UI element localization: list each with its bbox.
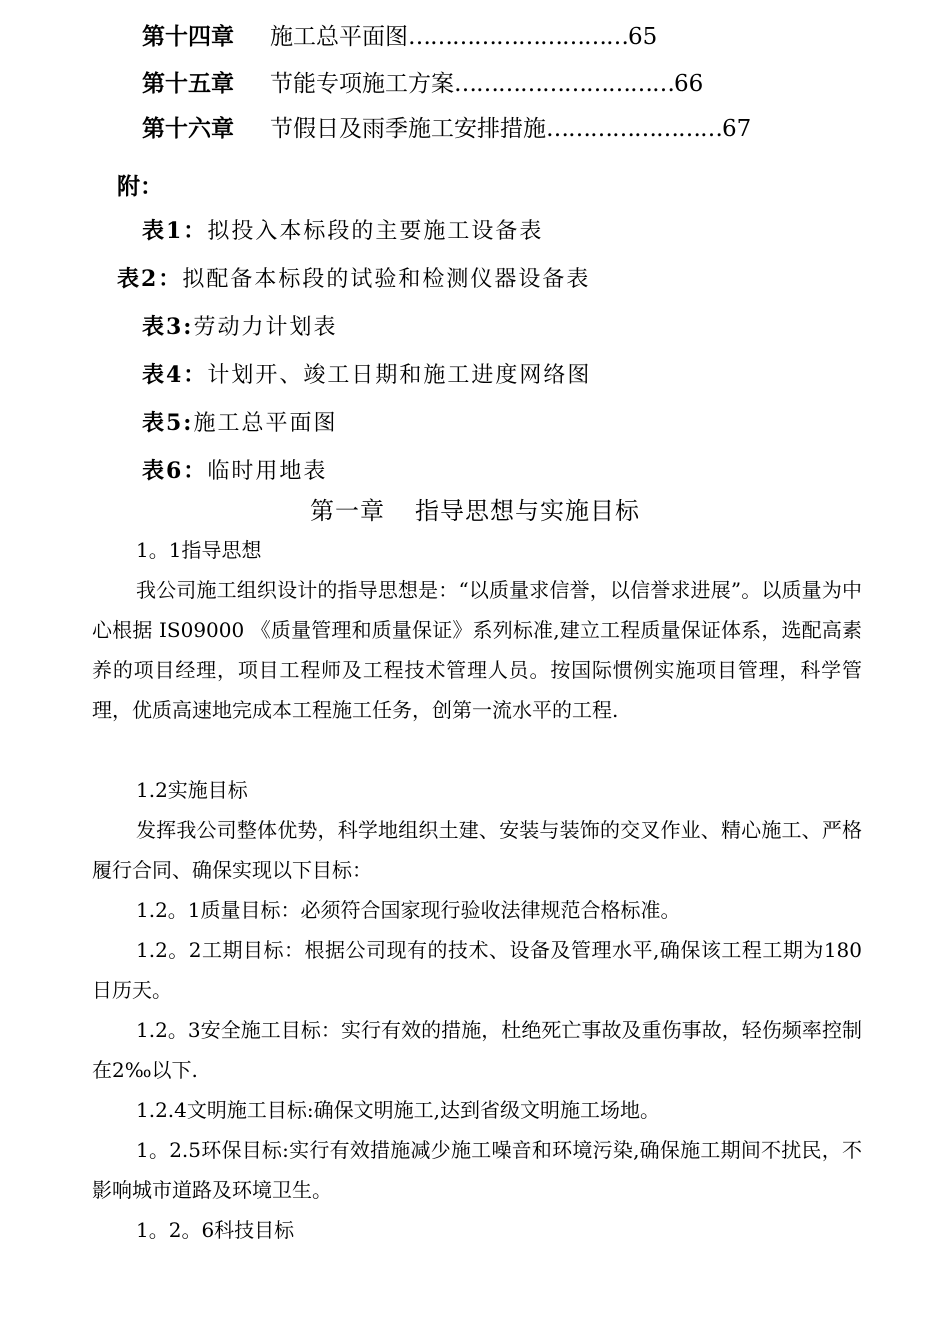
attachment-text: 劳动力计划表	[193, 315, 338, 340]
chapter-name: 指导思想与实施目标	[415, 497, 640, 525]
body-paragraph: 我公司施工组织设计的指导思想是：“以质量求信誉，以信誉求进展”。以质量为中心根据 IS09000 《质量管理和质量保证》系列标准,建立工程质量保证体系，选配高素养的项目经理，项目工程师及工程技术管理人员。按国际惯例实施项目管理，科学管理，优质高速地完成本工程施工任务，创第一流水平的工程.	[92, 578, 862, 722]
toc-title: 施工总平面图	[270, 24, 408, 50]
toc-dots: …………………………	[408, 24, 628, 50]
attachment-number: 表4：	[142, 362, 208, 388]
attachment-item	[142, 454, 327, 485]
toc-entry	[142, 65, 703, 98]
attachment-text: 临时用地表	[207, 459, 328, 484]
attachment-number: 表2：	[117, 266, 183, 292]
chapter-title	[0, 491, 950, 526]
toc-dots: ……………………	[546, 116, 722, 142]
attachment-number: 表6：	[142, 458, 208, 484]
attachment-number: 表5:	[142, 410, 194, 436]
toc-entry	[142, 110, 751, 143]
attachment-item	[142, 310, 337, 341]
appendix-label: 附：	[117, 173, 163, 200]
toc-page: 66	[674, 71, 704, 97]
toc-page: 65	[628, 24, 658, 50]
toc-chapter: 第十五章	[142, 70, 234, 97]
toc-chapter: 第十四章	[142, 23, 234, 50]
goal-item: 1.2。2工期目标：根据公司现有的技术、设备及管理水平,确保该工程工期为180日历天。	[92, 938, 862, 1002]
attachment-number: 表1：	[142, 218, 208, 244]
section-heading: 1。1指导思想	[136, 538, 262, 562]
attachment-item	[142, 214, 543, 245]
toc-chapter: 第十六章	[142, 115, 234, 142]
toc-title: 节假日及雨季施工安排措施	[270, 116, 546, 142]
goal-item: 1。2.5环保目标:实行有效措施减少施工噪音和环境污染,确保施工期间不扰民，不影响城市道路及环境卫生。	[92, 1138, 862, 1202]
attachment-text: 拟投入本标段的主要施工设备表	[207, 219, 544, 244]
goal-item: 1。2。6科技目标	[136, 1218, 295, 1242]
toc-title: 节能专项施工方案	[270, 71, 454, 97]
attachment-item	[117, 262, 590, 293]
goal-item: 1.2。1质量目标：必须符合国家现行验收法律规范合格标准。	[136, 898, 681, 922]
attachment-item	[142, 406, 337, 437]
attachment-text: 计划开、竣工日期和施工进度网络图	[207, 363, 592, 388]
toc-page: 67	[722, 116, 752, 142]
toc-dots: …………………………	[454, 71, 674, 97]
body-paragraph: 发挥我公司整体优势，科学地组织土建、安装与装饰的交叉作业、精心施工、严格履行合同、确保实现以下目标：	[92, 818, 862, 882]
section-heading: 1.2实施目标	[136, 778, 248, 802]
attachment-text: 施工总平面图	[193, 411, 338, 436]
attachment-number: 表3:	[142, 314, 194, 340]
goal-item: 1.2.4文明施工目标:确保文明施工,达到省级文明施工场地。	[136, 1098, 660, 1122]
toc-entry	[142, 18, 657, 51]
chapter-number: 第一章	[310, 497, 385, 525]
attachment-item	[142, 358, 591, 389]
goal-item: 1.2。3安全施工目标：实行有效的措施，杜绝死亡事故及重伤事故，轻伤频率控制在2‰以下.	[92, 1018, 862, 1082]
attachment-text: 拟配备本标段的试验和检测仪器设备表	[182, 267, 591, 292]
